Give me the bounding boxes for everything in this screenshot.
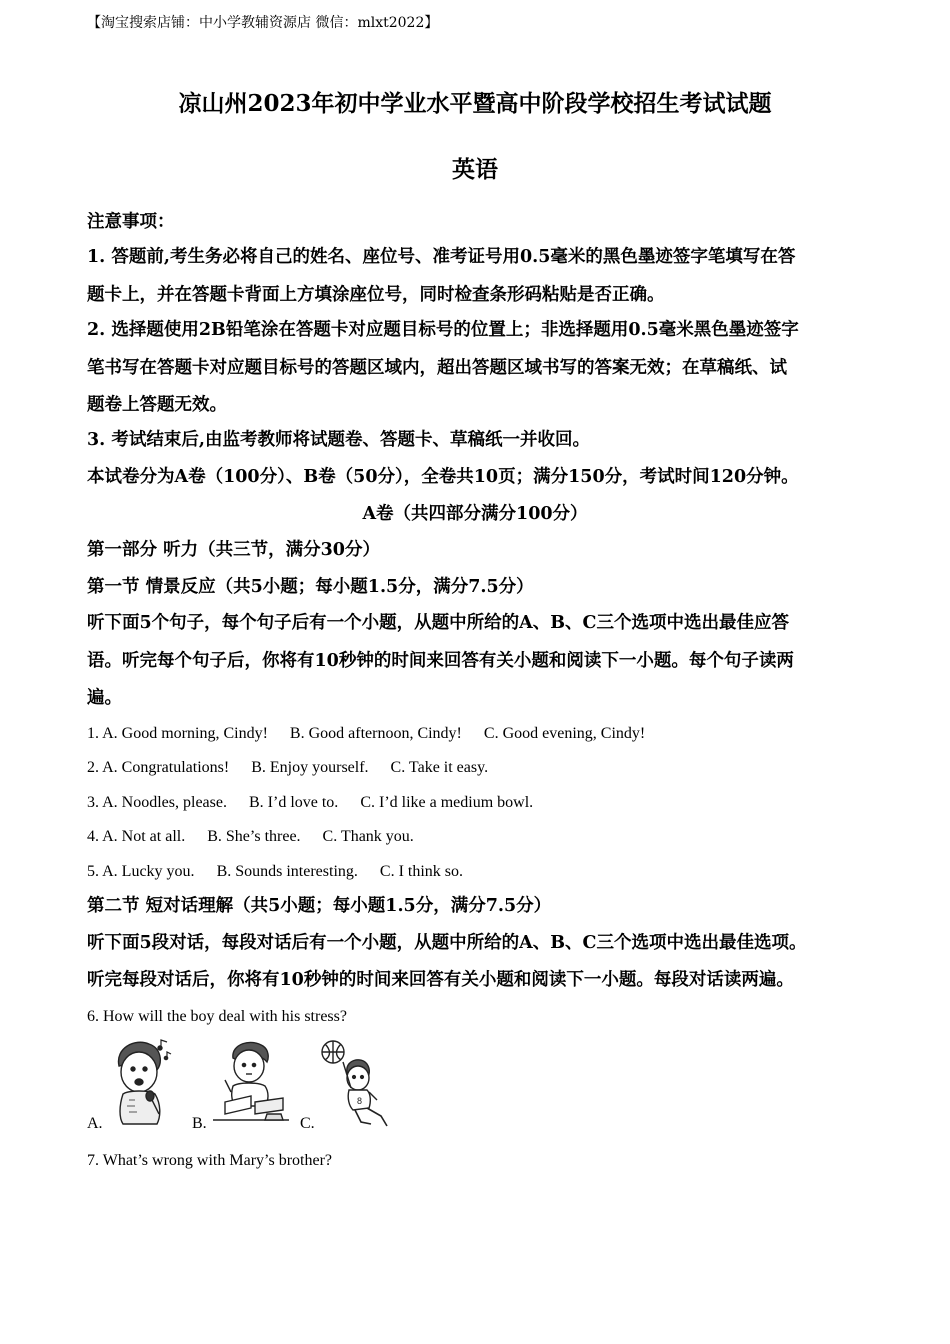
notice-line: 2. 选择题使用2B铅笔涂在答题卡对应题目标号的位置上；非选择题用0.5毫米黑色墨迹签字: [87, 320, 799, 340]
notice-heading: 注意事项：: [87, 212, 175, 232]
section1-instruction: 遍。: [87, 688, 122, 708]
option-c: C. Take it easy.: [390, 759, 489, 776]
question-5: [87, 861, 877, 883]
question-number: 5.: [87, 863, 99, 880]
option-b: B. Good afternoon, Cindy!: [289, 725, 462, 742]
question-3: [87, 792, 877, 814]
picture-label-b: B.: [192, 1115, 207, 1132]
option-b: B. Sounds interesting.: [216, 863, 358, 880]
question-number: 4.: [87, 828, 99, 845]
section1-instruction: 听下面5个句子，每个句子后有一个小题，从题中所给的A、B、C三个选项中选出最佳应答: [87, 613, 789, 633]
option-a: A. Congratulations!: [102, 759, 230, 776]
singing-boy-picture: [105, 1036, 175, 1128]
option-a: A. Good morning, Cindy!: [102, 725, 268, 742]
option-a: A. Lucky you.: [102, 863, 195, 880]
section2-heading: 第二节 短对话理解（共5小题；每小题1.5分，满分7.5分）: [87, 896, 552, 916]
picture-label-a: A.: [87, 1115, 103, 1132]
question-number: 1.: [87, 725, 99, 742]
basketball-boy-picture: [317, 1036, 397, 1128]
picture-label-c: C.: [300, 1115, 315, 1132]
option-c: C. I think so.: [379, 863, 464, 880]
part1-heading: 第一部分 听力（共三节，满分30分）: [87, 540, 380, 560]
question-4: [87, 826, 877, 848]
question-7: 7. What’s wrong with Mary’s brother?: [87, 1152, 332, 1169]
option-b: B. I’d love to.: [248, 794, 339, 811]
question-number: 3.: [87, 794, 99, 811]
svg-text:8: 8: [357, 1096, 363, 1106]
question-6-pictures: [87, 1036, 417, 1136]
notice-line: 题卷上答题无效。: [87, 395, 227, 415]
section2-instruction: 听下面5段对话，每段对话后有一个小题，从题中所给的A、B、C三个选项中选出最佳选项。: [87, 933, 807, 953]
option-a: A. Noodles, please.: [102, 794, 227, 811]
notice-line: 题卡上，并在答题卡背面上方填涂座位号，同时检查条形码粘贴是否正确。: [87, 285, 665, 305]
question-2: [87, 757, 877, 779]
option-c: C. I’d like a medium bowl.: [360, 794, 534, 811]
header-note: 【淘宝搜索店铺：中小学教辅资源店 微信：mlxt2022】: [87, 15, 439, 31]
paper-summary: 本试卷分为A卷（100分）、B卷（50分），全卷共10页；满分150分，考试时间120分钟。: [87, 467, 799, 487]
question-number: 2.: [87, 759, 99, 776]
notice-line: 笔书写在答题卡对应题目标号的答题区域内，超出答题区域书写的答案无效；在草稿纸、试: [87, 358, 787, 378]
paper-a-heading: A卷（共四部分满分100分）: [362, 504, 588, 524]
section1-heading: 第一节 情景反应（共5小题；每小题1.5分，满分7.5分）: [87, 577, 534, 597]
exam-subject: 英语: [452, 156, 498, 183]
studying-boy-picture: [211, 1036, 291, 1128]
option-b: B. Enjoy yourself.: [251, 759, 369, 776]
option-a: A. Not at all.: [102, 828, 186, 845]
section1-instruction: 语。听完每个句子后，你将有10秒钟的时间来回答有关小题和阅读下一小题。每个句子读两: [87, 651, 794, 671]
notice-line: 1. 答题前,考生务必将自己的姓名、座位号、准考证号用0.5毫米的黑色墨迹签字笔填写在答: [87, 247, 796, 267]
section2-instruction: 听完每段对话后，你将有10秒钟的时间来回答有关小题和阅读下一小题。每段对话读两遍。: [87, 970, 794, 990]
option-c: C. Good evening, Cindy!: [483, 725, 646, 742]
exam-title: 凉山州2023年初中学业水平暨高中阶段学校招生考试试题: [178, 90, 772, 117]
option-b: B. She’s three.: [207, 828, 301, 845]
question-6: 6. How will the boy deal with his stress?: [87, 1008, 347, 1025]
notice-line: 3. 考试结束后,由监考教师将试题卷、答题卡、草稿纸一并收回。: [87, 430, 590, 450]
option-c: C. Thank you.: [322, 828, 414, 845]
question-1: [87, 723, 877, 745]
